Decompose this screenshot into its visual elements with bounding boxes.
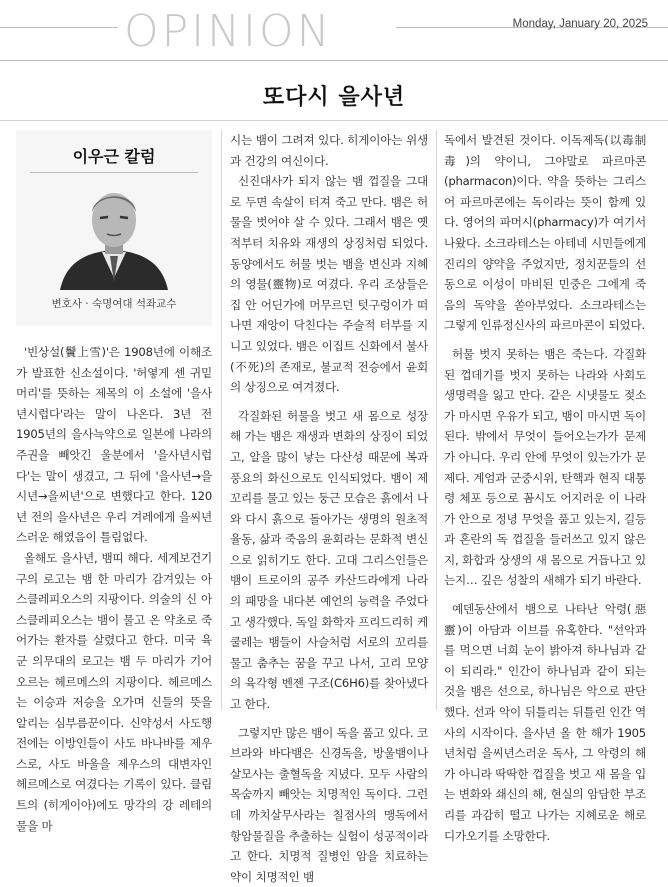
issue-date: Monday, January 20, 2025 xyxy=(512,18,648,30)
article-column-2 xyxy=(230,130,428,887)
paragraph: 올해도 을사년, 뱀띠 해다. 세계보건기구의 로고는 뱀 한 마리가 감겨있는 아스클레피오스의 지팡이다. 의술의 신 아스클레피오스는 뱀이 물고 온 약초로 죽어가는 환자를 살렸다고 한다. 미국 육군 의무대의 로고는 뱀 두 마리가 기어오르는 헤르메스의 지팡이다. 헤르메스는 이승과 저승을 오가며 신들의 뜻을 알리는 심부름꾼이다. 신약성서 사도행전에는 이방인들이 사도 바나바를 제우스로, 사도 바울을 제우스의 대변자인 헤르메스로 여겼다는 기록이 있다. 클림트의 (히게이아)에도 망각의 강 레테의 물을 마 xyxy=(16,550,212,833)
article-column-1 xyxy=(16,342,212,836)
masthead xyxy=(0,0,668,62)
columnist-box-divider xyxy=(30,172,198,173)
columnist-portrait xyxy=(52,182,176,290)
section-title: OPINION xyxy=(124,6,333,57)
columnist-name: 이우근 칼럼 xyxy=(72,147,156,166)
column-divider xyxy=(436,130,437,710)
article-title: 또다시 을사년 xyxy=(262,85,406,110)
paragraph: 신진대사가 되지 않는 뱀 껍질을 그대로 두면 속살이 터져 죽고 만다. 뱀은 허물을 벗어야 살 수 있다. 그래서 뱀은 옛적부터 치유와 재생의 상징처럼 되었다. 동양에서도 허물 벗는 뱀을 변신과 지혜의 영물(靈物)로 여겼다. 우리 조상들은 집 안 어딘가에 머무르던 텃구렁이가 떠나면 재앙이 닥친다는 주술적 터부를 지니고 있었다. 뱀은 이집트 신화에서 불사(不死)의 존재로, 불교적 전승에서 윤회의 상징으로 여겨졌다. xyxy=(230,174,428,395)
columnist-box xyxy=(16,130,212,326)
paragraph: 예덴동산에서 뱀으로 나타난 악령(惡靈)이 아담과 이브를 유혹한다. "선악과를 먹으면 너희 눈이 밝아져 하나님과 같이 되리라." 인간이 하나님과 같이 되는 것을 뱀은 선으로, 하나님은 악으로 판단했다. 선과 악이 뒤틀리는 뒤틀린 인간 역사의 시작이다. 을사년 올 한 해가 1905년처럼 을씨년스러운 독사, 그 악령의 해가 아니라 딱딱한 껍질을 벗고 새 몸을 입는 변화와 쇄신의 해, 현실의 암담한 부조리를 과감히 떨고 나가는 지혜로운 해로 디가오기를 소망한다. xyxy=(444,602,646,843)
masthead-rule-bottom xyxy=(0,60,668,61)
masthead-rule-left xyxy=(0,27,118,28)
paragraph: 시는 뱀이 그려져 있다. 히게이아는 위생과 건강의 여신이다. xyxy=(230,133,428,168)
title-divider xyxy=(0,120,668,121)
columnist-caption: 변호사 · 숙명여대 석좌교수 xyxy=(51,298,177,310)
paragraph: 각질화된 허물을 벗고 새 몸으로 성장해 가는 뱀은 재생과 변화의 상징이 되었고, 알을 많이 낳는 다산성 때문에 복과 풍요의 화신으로도 인식되었다. 뱀이 제 꼬리를 물고 있는 둥근 모습은 흙에서 나와 다시 흙으로 돌아가는 생명의 원초적 율동, 삶과 죽음의 윤회라는 문화적 변신으로 읽히기도 한다. 고대 그리스인들은 뱀이 트로이의 공주 카산드라에게 나라의 패망을 내다본 예언의 능력을 주었다고 생각했다. 독일 화학자 프리드리히 케쿨레는 뱀들이 사슬처럼 서로의 꼬리를 물고 춤추는 꿈을 꾸고 나서, 고리 모양의 육각형 벤젠 구조(C6H6)를 찾아냈다고 한다. xyxy=(230,408,428,712)
paragraph: 독에서 발견된 것이다. 이독제독(以毒制毒)의 약이니, 그야말로 파르마콘(pharmacon)이다. 약을 뜻하는 그리스어 파르마콘에는 독이라는 뜻이 함께 있다. 영어의 파머시(pharmacy)가 여기서 나왔다. 소크라테스는 아테네 시민들에게 진리의 양약을 주었지만, 정치꾼들의 선동으로 이성이 마비된 민중은 그에게 죽음의 독약을 쏟아부었다. 소크라테스는 그렇게 인류정신사의 파르마콘이 되었다. xyxy=(444,133,646,333)
paragraph: 허물 벗지 못하는 뱀은 죽는다. 각질화된 껍데기를 벗지 못하는 나라와 사회도 생명력을 잃고 만다. 같은 시냇물도 젖소가 마시면 우유가 되고, 뱀이 마시면 독이 된다. 밖에서 무엇이 들어오는가가 문제가 아니다. 우리 안에 무엇이 있는가가 문제다. 계엄과 군중시위, 탄핵과 현직 대통령 체포 등으로 꼼시도 어지러운 이 나라가 안으로 정녕 무엇을 품고 있는지, 길등과 혼란의 독 껍질을 들러쓰고 있지 않은지, 화합과 상생의 새 몸으로 거듭나고 있는지… 깊은 성찰의 새해가 되기 바란다. xyxy=(444,346,646,588)
article-column-3 xyxy=(444,130,646,846)
paragraph: 그렇지만 많은 뱀이 독을 품고 있다. 코브라와 바다뱀은 신경독을, 방울뱀이나 살모사는 출혈독을 지녔다. 모두 사람의 목숨까지 빼앗는 치명적인 독이다. 그런데 까치살무사라는 칠점사의 맹독에서 항암물질을 추출하는 실험이 성공적이라고 한다. 치명적 질병인 암을 치료하는 약이 치명적인 뱀 xyxy=(230,725,428,884)
paragraph: '빈상설(鬢上雪)'은 1908년에 이해조가 발표한 신소설이다. '허옇게 센 귀밑머리'를 뜻하는 제목의 이 소설에 '을사년시럽다'라는 말이 나온다. 3년 전 1905년의 을사늑약으로 일본에 나라의 주권을 빼앗긴 울분에서 '을사년시럽다'는 말이 생겼고, 그 뒤에 '을사년→을시년→을씨년'으로 변했다고 한다. 120년 전의 을사년은 우리 겨레에게 을씨년스러운 해였음이 틀림없다. xyxy=(16,345,212,545)
column-divider xyxy=(221,130,222,710)
